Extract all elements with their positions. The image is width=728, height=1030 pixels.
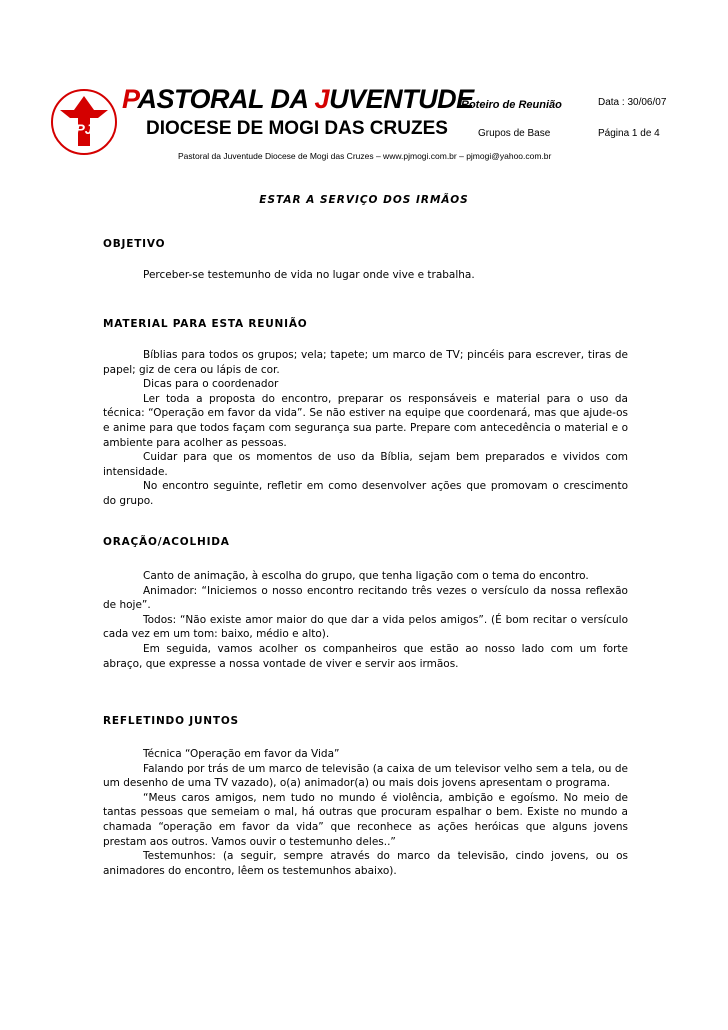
- section-body-oracao: [103, 569, 628, 671]
- section-body-objetivo: [103, 268, 628, 283]
- section-body-material: [103, 348, 628, 509]
- section-body-refletindo: [103, 747, 628, 878]
- document-group: Grupos de Base: [478, 128, 551, 139]
- diocese-subtitle: DIOCESE DE MOGI DAS CRUZES: [146, 118, 448, 139]
- document-type: Roteiro de Reunião: [461, 99, 562, 111]
- pj-logo: [50, 88, 118, 156]
- paragraph: Dicas para o coordenador: [143, 378, 279, 391]
- paragraph: “Meus caros amigos, nem tudo no mundo é violência, ambição e egoísmo. No meio de tantas pessoas que semeiam o mal, há outras que procuram espalhar o bem. Existe no mundo a chamada “operação em favor da vida” que reconhece as ações heróicas que alguns jovens prestam aos outros. Vamos ouvir o testemunho deles..”: [103, 791, 628, 848]
- paragraph: Todos: “Não existe amor maior do que dar a vida pelos amigos”. (É bom recitar o versículo cada vez em um tom: baixo, médio e alto).: [103, 613, 628, 641]
- organization-title: PASTORAL DA JUVENTUDE: [122, 84, 474, 114]
- paragraph: Em seguida, vamos acolher os companheiros que estão ao nosso lado com um forte abraço, que expresse a nossa vontade de viver e servir aos irmãos.: [103, 642, 628, 670]
- paragraph: No encontro seguinte, refletir em como desenvolver ações que promovam o crescimento do grupo.: [103, 480, 628, 507]
- logo-text: PJ: [75, 121, 93, 137]
- paragraph: Testemunhos: (a seguir, sempre através do marco da televisão, cindo jovens, ou os animadores do encontro, lêem os testemunhos abaixo).: [103, 850, 628, 877]
- paragraph: Cuidar para que os momentos de uso da Bíblia, sejam bem preparados e vividos com intensidade.: [103, 451, 628, 478]
- paragraph: Canto de animação, à escolha do grupo, que tenha ligação com o tema do encontro.: [143, 570, 589, 582]
- paragraph: Falando por trás de um marco de televisão (a caixa de um televisor velho sem a tela, ou de um desenho de uma TV vazado), o(a) animador(a) ou mais dois jovens apresentam o programa.: [103, 762, 628, 790]
- document-date: Data : 30/06/07: [598, 97, 667, 108]
- paragraph: Bíblias para todos os grupos; vela; tapete; um marco de TV; pincéis para escrever, tiras de papel; giz de cera ou lápis de cor.: [103, 349, 628, 376]
- paragraph: Ler toda a proposta do encontro, preparar os responsáveis e material para o uso da técnica: “Operação em favor da vida”. Se não estiver na equipe que coordenará, mas que ajude-os e anime para que todos façam com segurança sua parte. Prepare com antecedência o material e o ambiente para acolher as pessoas.: [103, 392, 628, 449]
- paragraph: Animador: “Iniciemos o nosso encontro recitando três vezes o versículo da nossa reflexão de hoje”.: [103, 584, 628, 612]
- section-heading-objetivo: OBJETIVO: [103, 238, 166, 250]
- page-number: Página 1 de 4: [598, 128, 660, 139]
- section-heading-material: MATERIAL PARA ESTA REUNIÃO: [103, 318, 308, 330]
- section-heading-refletindo: REFLETINDO JUNTOS: [103, 715, 239, 727]
- section-heading-oracao: ORAÇÃO/ACOLHIDA: [103, 536, 230, 548]
- contact-line: Pastoral da Juventude Diocese de Mogi das Cruzes – www.pjmogi.com.br – pjmogi@yahoo.com.br: [178, 151, 552, 161]
- document-title: ESTAR A SERVIÇO DOS IRMÃOS: [259, 194, 469, 206]
- paragraph: Técnica “Operação em favor da Vida”: [143, 748, 340, 760]
- paragraph: Perceber-se testemunho de vida no lugar onde vive e trabalha.: [143, 269, 475, 281]
